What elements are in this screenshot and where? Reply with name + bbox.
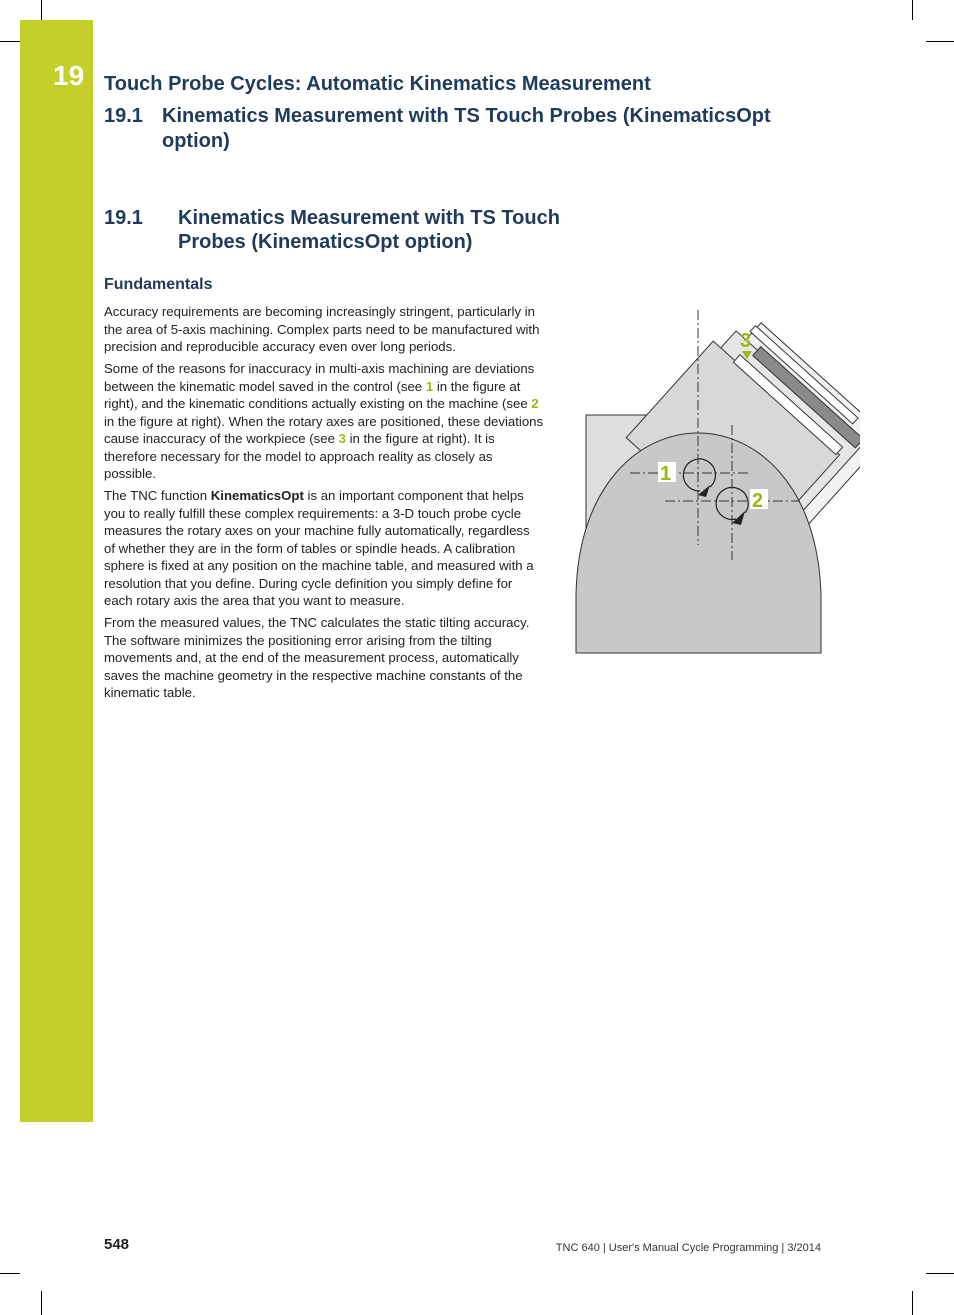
section-title: Kinematics Measurement with TS Touch Probes (KinematicsOpt option)	[178, 207, 560, 253]
running-section-title: Kinematics Measurement with TS Touch Probes (KinematicsOpt option)	[162, 105, 771, 152]
kinematics-figure	[570, 305, 860, 665]
running-section-number: 19.1	[104, 105, 143, 127]
label-2: 2	[752, 490, 764, 512]
chapter-title: Touch Probe Cycles: Automatic Kinematics Measurement	[104, 73, 651, 95]
chapter-side-bar	[20, 20, 93, 1122]
function-name: KinematicsOpt	[210, 488, 304, 503]
page-number: 548	[104, 1236, 130, 1253]
label-1: 1	[660, 463, 672, 485]
crop-mark	[41, 0, 42, 20]
crop-mark	[41, 1291, 42, 1315]
reference-1: 1	[425, 378, 434, 394]
paragraph-3: The TNC function KinematicsOpt is an important component that helps you to really fulfill these complex requirements: a 3-D touch probe cycle measures the rotary axes on your machine fully automatically, regardless of whether they are in the form of tables or spindle heads. A calibration sphere is fixed at any position on the machine table, and measured with a resolution that you define. During cycle definition you simply define for each rotary axis the area that you want to measure.	[104, 488, 534, 608]
paragraph-2: Some of the reasons for inaccuracy in multi-axis machining are deviations between the kinematic model saved in the control (see 1 in the figure at right), and the kinematic conditions actually existing on the machine (see 2 in the figure at right). When the rotary axes are positioned, these deviations cause inaccuracy of the workpiece (see 3 in the figure at right). It is therefore necessary for the model to approach reality as closely as possible.	[104, 361, 544, 481]
running-section-header	[104, 104, 824, 154]
paragraph-4: From the measured values, the TNC calculates the static tilting accuracy. The software minimizes the positioning error arising from the tilting movements and, at the end of the measurement process, automatically saves the machine geometry in the respective machine constants of the kinematic table.	[104, 615, 530, 700]
label-3: 3	[740, 330, 752, 352]
footer-text: TNC 640 | User's Manual Cycle Programming | 3/2014	[555, 1242, 821, 1254]
crop-mark	[926, 41, 954, 42]
section-heading	[104, 206, 564, 254]
crop-mark	[0, 1273, 20, 1274]
chapter-number: 19	[53, 60, 85, 91]
crop-mark	[926, 1273, 954, 1274]
reference-2: 2	[531, 396, 539, 411]
body-text	[104, 303, 544, 706]
crop-mark	[912, 1291, 913, 1315]
paragraph-1: Accuracy requirements are becoming increasingly stringent, particularly in the area of 5-axis machining. Complex parts need to be manufactured with precision and reproducible accuracy even over long periods.	[104, 304, 540, 354]
crop-mark	[912, 0, 913, 20]
crop-mark	[0, 41, 20, 42]
subheading-fundamentals: Fundamentals	[104, 276, 213, 293]
section-number: 19.1	[104, 207, 143, 229]
reference-3: 3	[338, 431, 346, 446]
